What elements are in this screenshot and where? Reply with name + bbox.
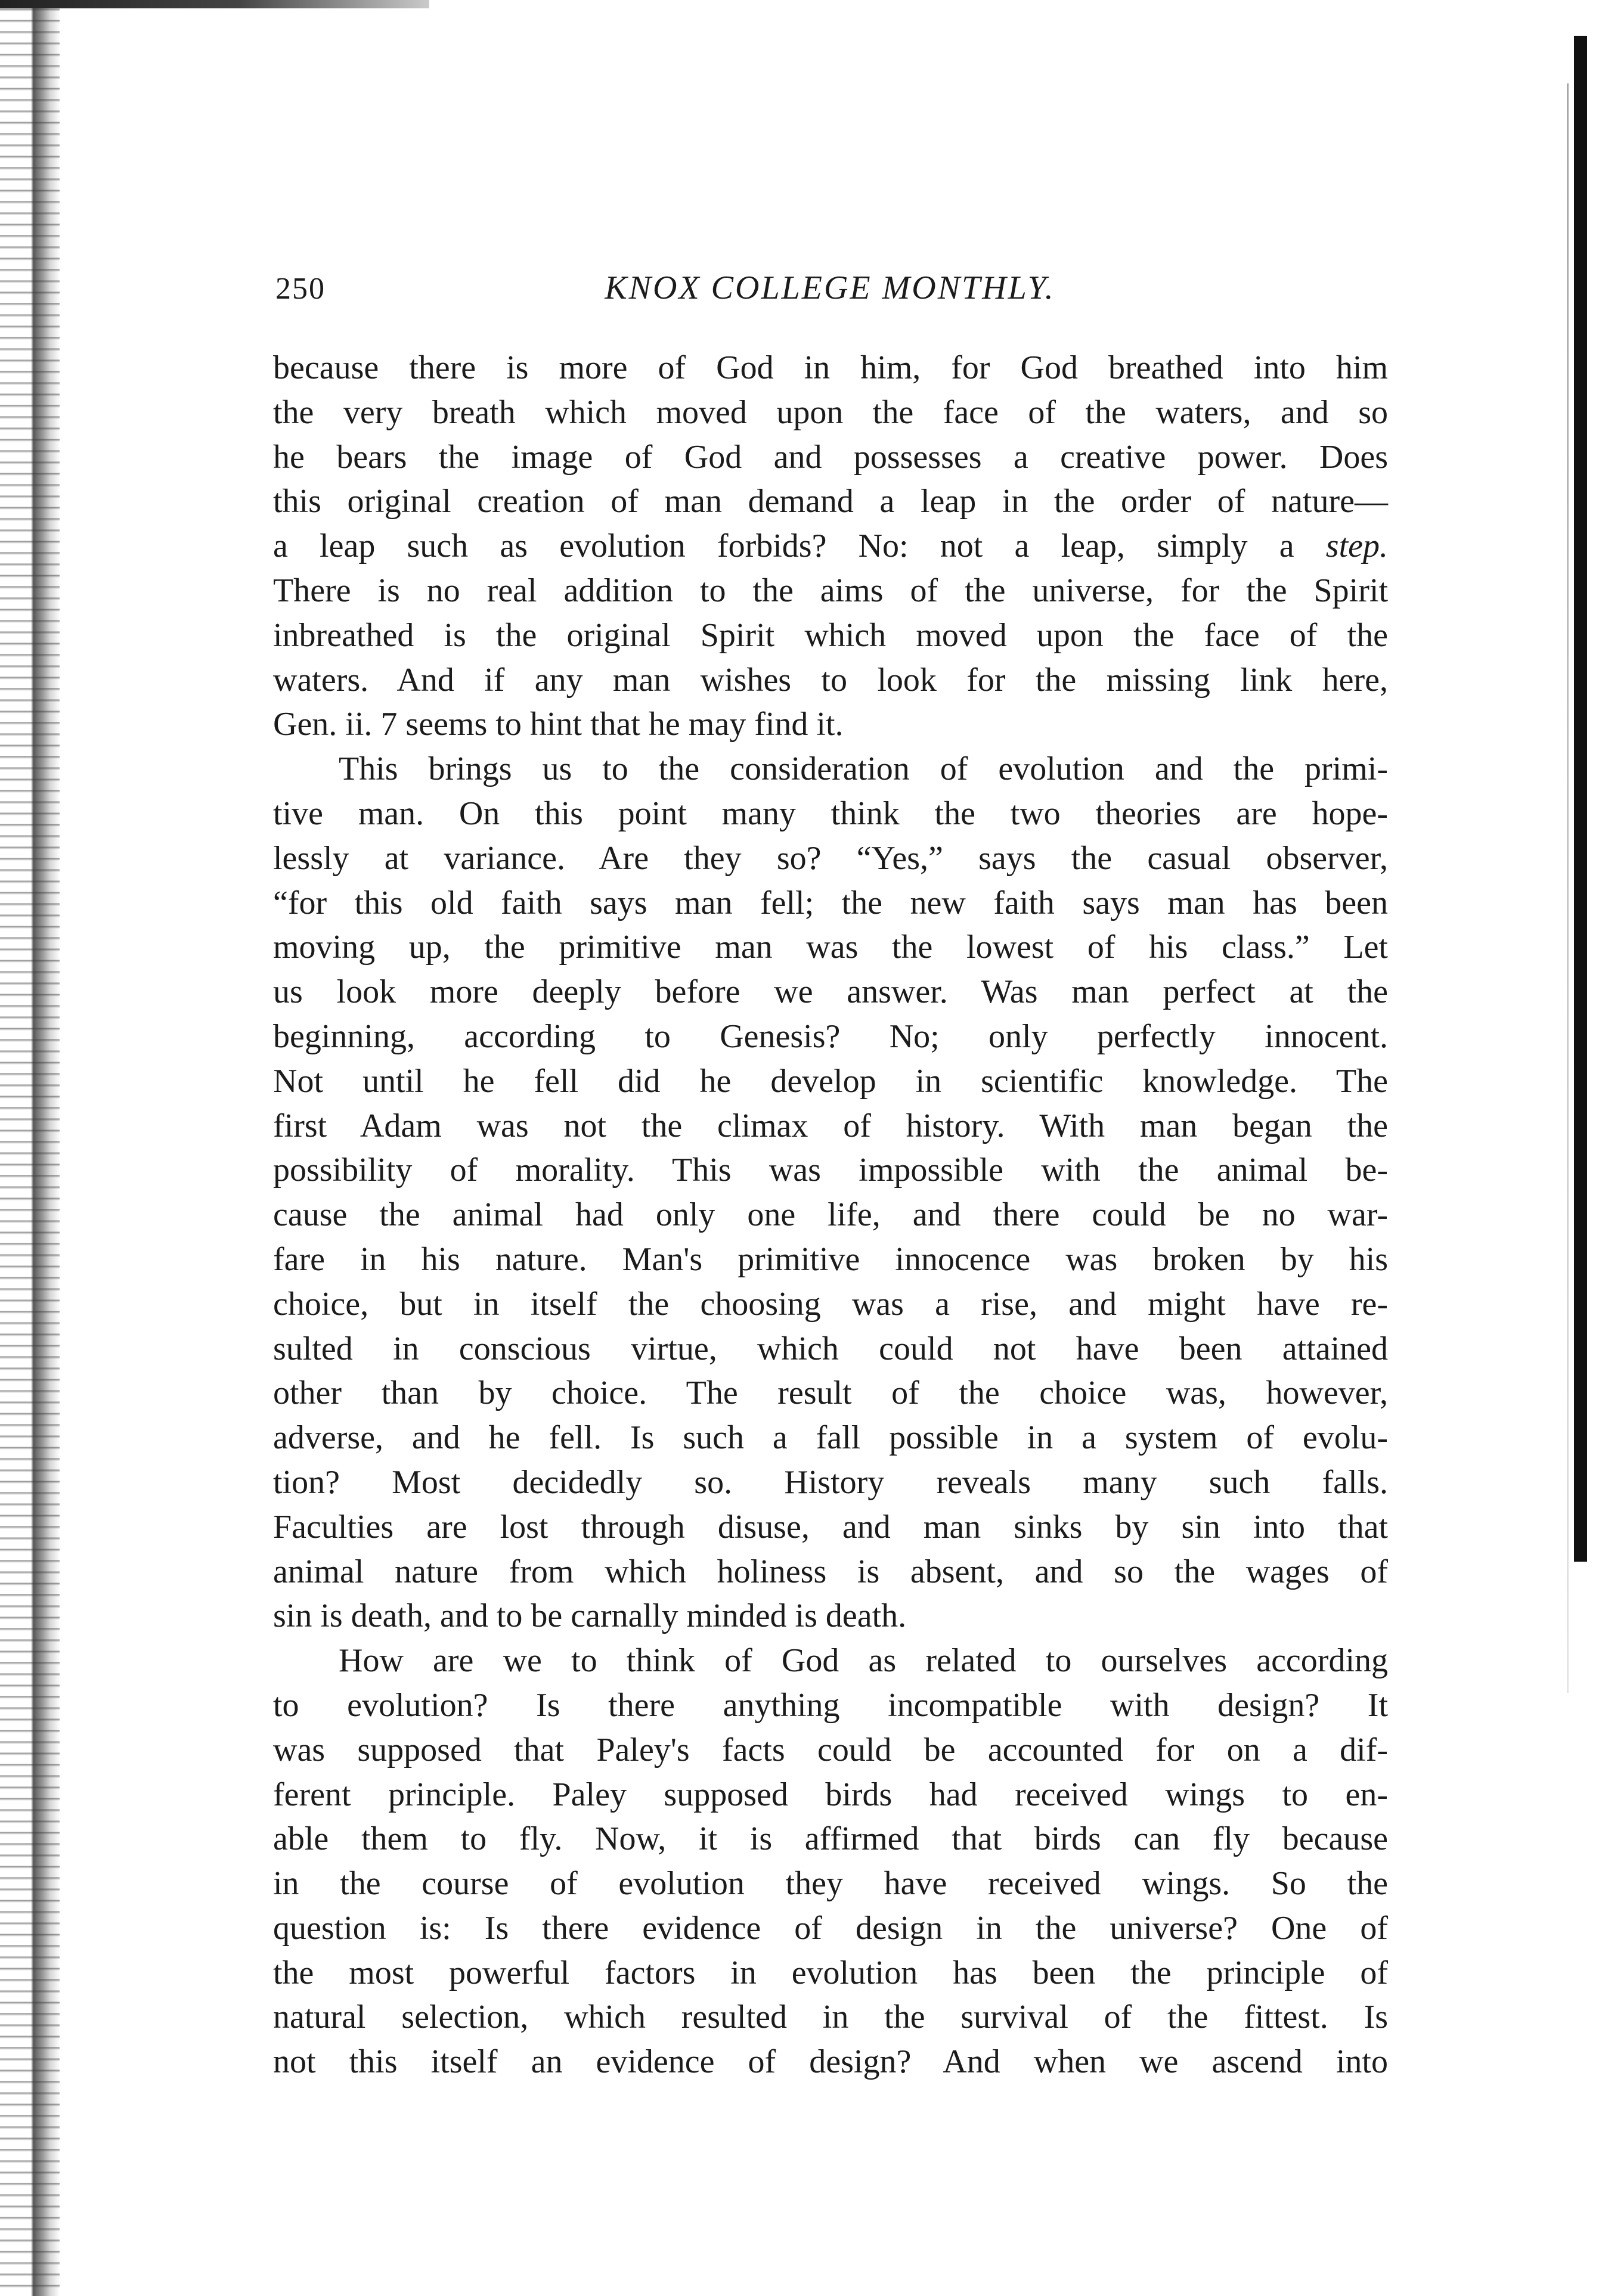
text-line: not this itself an evidence of design? And when we ascend into bbox=[273, 2043, 1388, 2081]
text-line: Gen. ii. 7 seems to hint that he may find it. bbox=[273, 706, 844, 743]
text-line: question is: Is there evidence of design in the universe? One of bbox=[273, 1909, 1388, 1947]
page-edge-line bbox=[1567, 83, 1569, 1693]
text-line: waters. And if any man wishes to look for the missing link here, bbox=[273, 661, 1388, 699]
text-line: other than by choice. The result of the choice was, however, bbox=[273, 1375, 1388, 1412]
text-line: possibility of morality. This was impossible with the animal be- bbox=[273, 1152, 1388, 1189]
page-edge-shadow bbox=[1574, 36, 1587, 1562]
text-line: the very breath which moved upon the face of the waters, and so bbox=[273, 393, 1388, 431]
text-line: because there is more of God in him, for God breathed into him bbox=[273, 349, 1388, 386]
paragraph-3 bbox=[273, 1639, 1388, 2084]
text-line: animal nature from which holiness is absent, and so the wages of bbox=[273, 1553, 1388, 1590]
running-head: KNOX COLLEGE MONTHLY. bbox=[605, 269, 1055, 306]
binding-edge bbox=[0, 0, 60, 2296]
binding-top-edge bbox=[0, 0, 429, 8]
text-line: to evolution? Is there anything incompatible with design? It bbox=[273, 1686, 1388, 1724]
text-line: cause the animal had only one life, and there could be no war- bbox=[273, 1196, 1388, 1234]
text-line: tive man. On this point many think the two theories are hope- bbox=[273, 795, 1388, 832]
text-line: sin is death, and to be carnally minded is death. bbox=[273, 1597, 907, 1635]
text-line: us look more deeply before we answer. Was man perfect at the bbox=[273, 973, 1388, 1011]
text-line: this original creation of man demand a leap in the order of nature— bbox=[273, 483, 1388, 520]
text-line: Faculties are lost through disuse, and man sinks by sin into that bbox=[273, 1508, 1388, 1546]
paragraph-1 bbox=[273, 346, 1388, 747]
paragraph-2 bbox=[273, 747, 1388, 1639]
text-line: he bears the image of God and possesses a creative power. Does bbox=[273, 438, 1388, 476]
text-line: beginning, according to Genesis? No; only perfectly innocent. bbox=[273, 1017, 1388, 1055]
text-line: the most powerful factors in evolution has been the principle of bbox=[273, 1954, 1388, 1991]
text-line: ferent principle. Paley supposed birds had received wings to en- bbox=[273, 1776, 1388, 1813]
text-line: was supposed that Paley's facts could be accounted for on a dif- bbox=[273, 1731, 1388, 1768]
text-line: moving up, the primitive man was the lowest of his class.” Let bbox=[273, 929, 1388, 966]
text-line: lessly at variance. Are they so? “Yes,” says the casual observer, bbox=[273, 839, 1388, 877]
text-line: “for this old faith says man fell; the new faith says man has been bbox=[273, 884, 1388, 921]
body-text bbox=[273, 346, 1388, 2084]
page-header bbox=[275, 271, 1384, 331]
text-line: There is no real addition to the aims of the universe, for the Spirit bbox=[273, 572, 1388, 609]
text-line: adverse, and he fell. Is such a fall possible in a system of evolu- bbox=[273, 1419, 1388, 1457]
text-line: inbreathed is the original Spirit which moved upon the face of the bbox=[273, 616, 1388, 654]
page-number: 250 bbox=[275, 272, 326, 306]
emphasis-step: step. bbox=[1325, 528, 1388, 565]
text-line: a leap such as evolution forbids? No: not a leap, simply a step. bbox=[273, 528, 1388, 565]
text-line: fare in his nature. Man's primitive innocence was broken by his bbox=[273, 1240, 1388, 1278]
text-line: This brings us to the consideration of evolution and the primi- bbox=[339, 750, 1388, 788]
text-line: sulted in conscious virtue, which could not have been attained bbox=[273, 1330, 1388, 1367]
text-line: first Adam was not the climax of history. With man began the bbox=[273, 1107, 1388, 1144]
text-line: choice, but in itself the choosing was a rise, and might have re- bbox=[273, 1285, 1388, 1323]
text-line: tion? Most decidedly so. History reveals many such falls. bbox=[273, 1463, 1388, 1501]
text-line: How are we to think of God as related to ourselves according bbox=[339, 1642, 1388, 1680]
text-line: able them to fly. Now, it is affirmed that birds can fly because bbox=[273, 1820, 1388, 1858]
text-line: Not until he fell did he develop in scientific knowledge. The bbox=[273, 1062, 1388, 1100]
text-line: natural selection, which resulted in the survival of the fittest. Is bbox=[273, 1999, 1388, 2036]
text-line: in the course of evolution they have received wings. So the bbox=[273, 1865, 1388, 1903]
